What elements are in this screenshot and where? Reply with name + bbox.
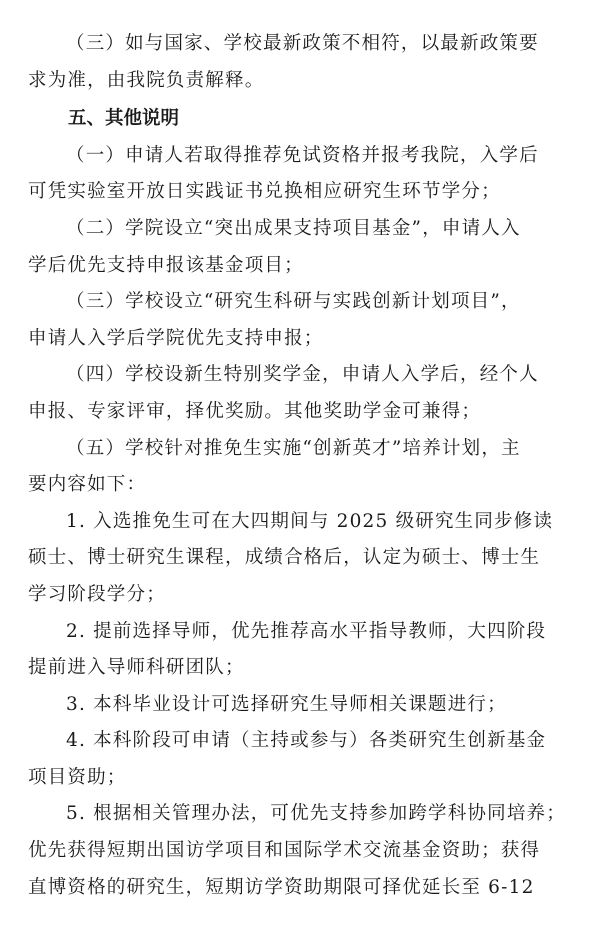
text-line: 2. 提前选择导师，优先推荐高水平指导教师，大四阶段 [66,620,547,642]
list-item-3 [28,687,578,724]
section-heading: 五、其他说明 [68,108,180,130]
document-page [28,26,578,906]
text-line: 申报、专家评审，择优奖励。其他奖助学金可兼得； [28,400,482,422]
list-item-5 [28,796,578,906]
text-line: （一）申请人若取得推荐免试资格并报考我院，入学后 [66,144,539,166]
paragraph-policy-3 [28,26,578,99]
text-line: 求为准，由我院负责解释。 [28,69,265,91]
paragraph-item-2 [28,211,578,284]
paragraph-item-3 [28,284,578,357]
paragraph-item-1 [28,138,578,211]
text-line: 直博资格的研究生，短期访学资助期限可择优延长至 6-12 [28,876,535,898]
text-line: 5. 根据相关管理办法，可优先支持参加跨学科协同培养； [66,803,566,825]
text-line: 要内容如下： [28,474,147,496]
text-line: （二）学院设立“突出成果支持项目基金”，申请人入 [66,217,521,239]
text-line: 3. 本科毕业设计可选择研究生导师相关课题进行； [66,693,507,715]
list-item-4 [28,723,578,796]
text-line: 申请人入学后学院优先支持申报； [28,327,324,349]
text-line: （三）学校设立“研究生科研与实践创新计划项目”， [66,291,521,313]
text-line: 项目资助； [28,766,127,788]
text-line: （四）学校设新生特别奖学金，申请人入学后，经个人 [66,364,539,386]
paragraph-item-5 [28,431,578,504]
text-line: 优先获得短期出国访学项目和国际学术交流基金资助；获得 [28,840,541,862]
text-line: 提前进入导师科研团队； [28,657,245,679]
paragraph-item-4 [28,357,578,430]
text-line: 4. 本科阶段可申请（主持或参与）各类研究生创新基金 [66,730,547,752]
list-item-2 [28,614,578,687]
text-line: 硕士、博士研究生课程，成绩合格后，认定为硕士、博士生 [28,547,541,569]
text-line: 1. 入选推免生可在大四期间与 2025 级研究生同步修读 [66,510,554,532]
text-line: 学习阶段学分； [28,583,166,605]
text-line: （五）学校针对推免生实施“创新英才”培养计划，主 [66,437,521,459]
text-line: 学后优先支持申报该基金项目； [28,254,304,276]
list-item-1 [28,504,578,614]
text-line: 可凭实验室开放日实践证书兑换相应研究生环节学分； [28,181,501,203]
text-line: （三）如与国家、学校最新政策不相符，以最新政策要 [66,33,539,54]
